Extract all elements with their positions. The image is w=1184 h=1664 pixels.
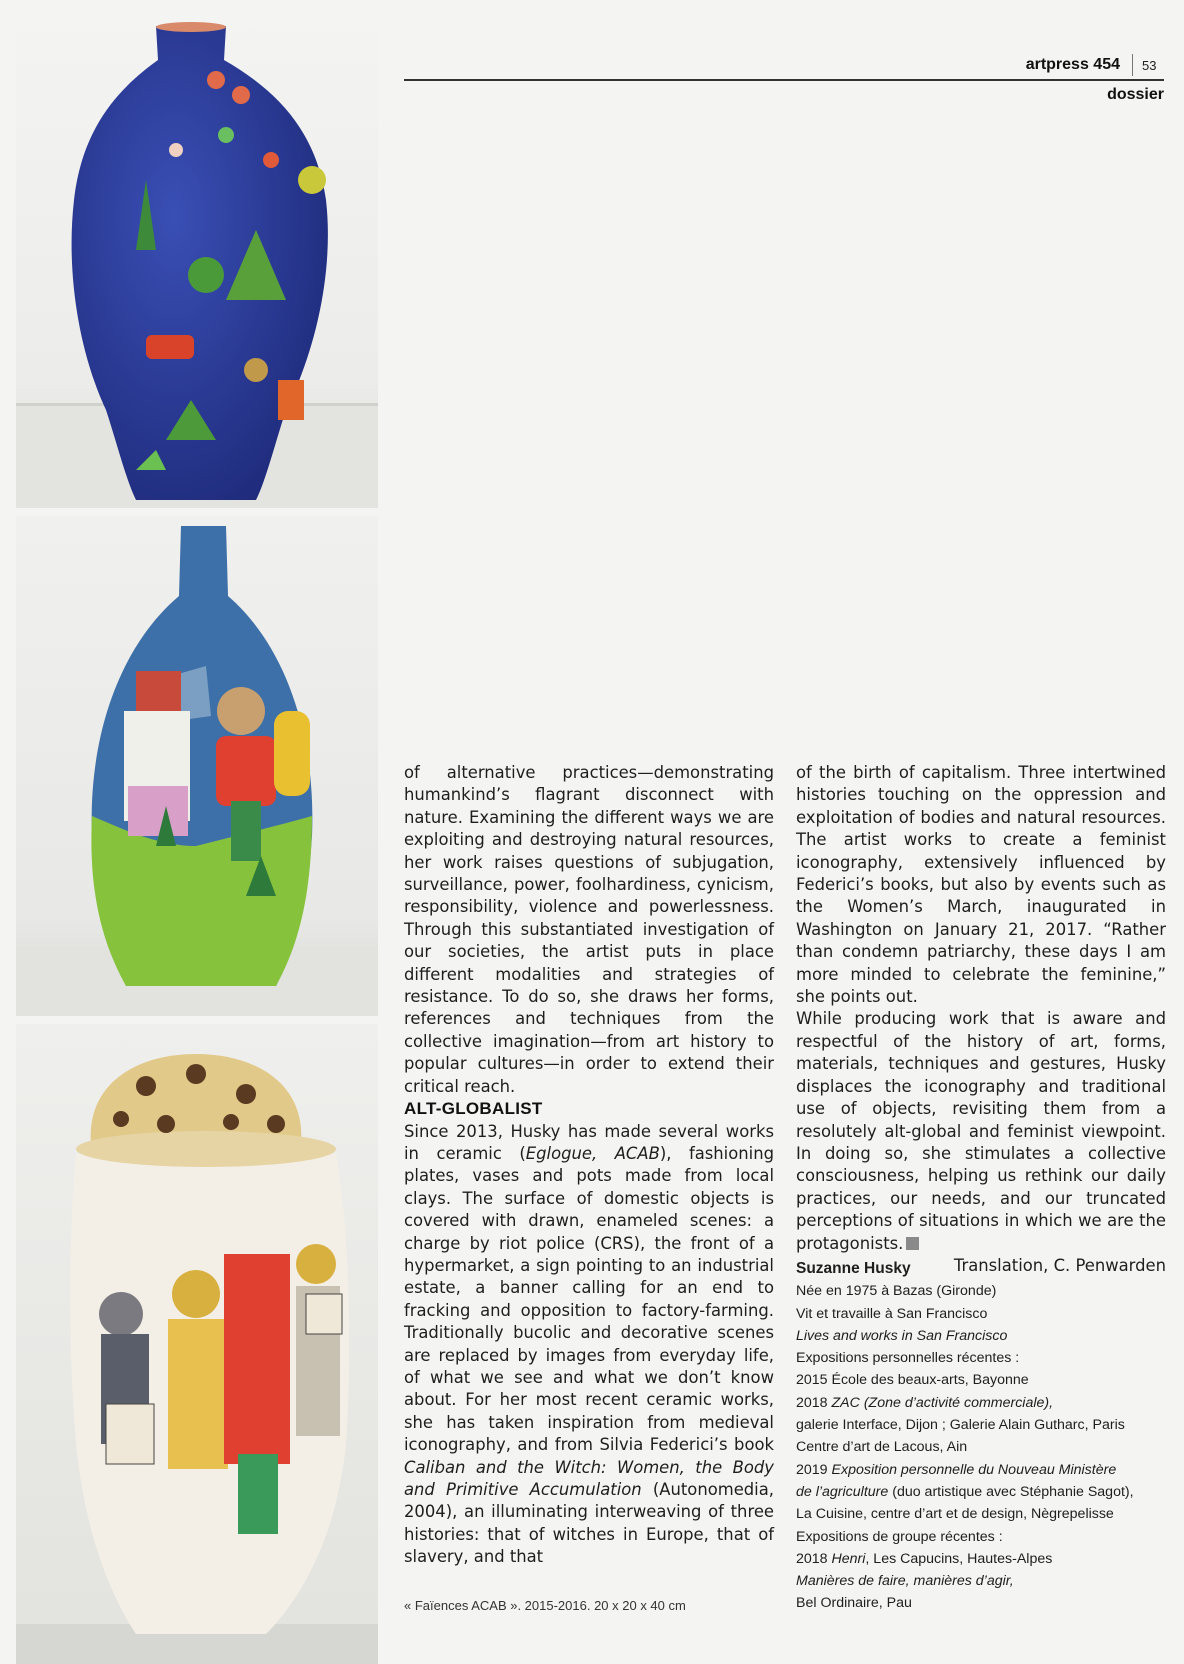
text-run: (Autonomedia, 2004), an illuminating interweaving of three histories: that of witches in Europe, that of slavery, and that bbox=[404, 1480, 774, 1567]
bio-line bbox=[796, 1459, 1166, 1481]
bio-line: Centre d’art de Lacous, Ain bbox=[796, 1439, 968, 1456]
bio-line bbox=[796, 1392, 1166, 1414]
magazine-name: artpress 454 bbox=[1025, 56, 1120, 73]
vase-photo-blue bbox=[16, 0, 378, 508]
article-column-2 bbox=[796, 762, 1166, 1277]
section-label: dossier bbox=[1107, 86, 1164, 103]
artwork-title: Eglogue, ACAB bbox=[525, 1143, 660, 1163]
header-rule bbox=[404, 79, 1164, 81]
page-number: 53 bbox=[1142, 58, 1157, 73]
bio-line: Née en 1975 à Bazas (Gironde) bbox=[796, 1283, 997, 1300]
bio-line bbox=[796, 1548, 1166, 1570]
subheading: ALT-GLOBALIST bbox=[404, 1099, 543, 1119]
bio-line: 2015 École des beaux-arts, Bayonne bbox=[796, 1372, 1029, 1389]
bio-year: 2019 bbox=[796, 1461, 832, 1478]
bio-year: 2018 bbox=[796, 1550, 832, 1567]
vase-photo-leopard bbox=[16, 1024, 378, 1664]
photo-column bbox=[16, 0, 378, 1664]
body-paragraph: of alternative practices—demonstrating humankind’s flagrant disconnect with nature. Examining the different ways we are exploiting and destroying natural resources, her work raises questions of subjugation, surveillance, power, foolhardiness, cynicism, responsibility, violence and powerlessness. Through this substantiated investigation of our societies, the artist puts in place different modalities and strategies of resistance. To do so, she draws her forms, references and techniques from the collective imagination—from art history to popular cultures—in order to extend their critical reach. bbox=[404, 763, 774, 1096]
bio-italic: Exposition personnelle du Nouveau Ministère bbox=[831, 1461, 1117, 1478]
artist-name: Suzanne Husky bbox=[796, 1260, 911, 1277]
vase-photo-bottle bbox=[16, 516, 378, 1016]
bio-line bbox=[796, 1570, 1166, 1592]
bio-line: Vit et travaille à San Francisco bbox=[796, 1305, 988, 1322]
bio-heading: Expositions personnelles récentes : bbox=[796, 1350, 1020, 1367]
bio-heading: Expositions de groupe récentes : bbox=[796, 1528, 1003, 1545]
end-of-article-square bbox=[906, 1237, 919, 1250]
bio-line bbox=[796, 1481, 1166, 1503]
bio-italic: ZAC (Zone d’activité commerciale), bbox=[831, 1394, 1054, 1411]
bio-line: galerie Interface, Dijon ; Galerie Alain Gutharc, Paris bbox=[796, 1417, 1125, 1434]
artist-bio bbox=[796, 1258, 1166, 1615]
bio-italic: de l’agriculture bbox=[796, 1483, 889, 1500]
text-run: While producing work that is aware and respectful of the history of art, forms, materials, techniques and gestures, Husky displaces the iconography and traditional use of objects, revisiting them from a resolutely alt-global and feminist viewpoint. In doing so, she stimulates a collective consciousness, helping us rethink our daily practices, our needs, and our truncated perceptions of situations in which we are the protagonists. bbox=[796, 1009, 1166, 1253]
body-paragraph bbox=[404, 1121, 774, 1569]
bio-line: Bel Ordinaire, Pau bbox=[796, 1595, 912, 1612]
book-title: Caliban and the Witch: Women, the Body and Primitive Accumulation bbox=[404, 1457, 774, 1499]
bio-text: (duo artistique avec Stéphanie Sagot), bbox=[888, 1483, 1134, 1500]
bio-italic: Manières de faire, manières d’agir, bbox=[796, 1573, 1014, 1590]
text-run: ), fashioning plates, vases and pots made from local clays. The surface of domestic objects is covered with drawn, enameled scenes: a charge by riot police (CRS), the front of a hypermarket, a sign pointing to an industrial estate, a banner calling for an end to fracking and opposition to factory-farming. Traditionally bucolic and decorative scenes are replaced by images from everyday life, of what we see and what we don’t know about. For her most recent ceramic works, she has taken inspiration from medieval iconography, and from Silvia Federici’s book bbox=[404, 1143, 774, 1455]
header-separator bbox=[1132, 54, 1133, 76]
bio-italic: Lives and works in San Francisco bbox=[796, 1327, 1008, 1344]
bio-italic: Henri bbox=[831, 1550, 866, 1567]
bio-year: 2018 bbox=[796, 1394, 832, 1411]
translation-credit: Translation, C. Penwarden bbox=[953, 1255, 1166, 1275]
text-run: Since 2013, Husky has made several works in ceramic ( bbox=[404, 1121, 774, 1163]
bio-line bbox=[796, 1325, 1166, 1347]
bio-text: , Les Capucins, Hautes-Alpes bbox=[865, 1550, 1053, 1567]
body-paragraph: of the birth of capitalism. Three intertwined histories touching on the oppression and exploitation of bodies and natural resources. The artist works to create a feminist iconography, extensively influenced by Federici’s books, but also by events such as the Women’s March, inaugurated in Washington on January 21, 2017. “Rather than condemn patriarchy, these days I am more minded to celebrate the feminine,” she points out. bbox=[796, 763, 1166, 1007]
photo-caption: « Faïences ACAB ». 2015-2016. 20 x 20 x 40 cm bbox=[404, 1598, 686, 1613]
body-paragraph bbox=[796, 1008, 1166, 1254]
article-column-1 bbox=[404, 762, 774, 1569]
bio-line: La Cuisine, centre d’art et de design, Nègrepelisse bbox=[796, 1506, 1114, 1523]
